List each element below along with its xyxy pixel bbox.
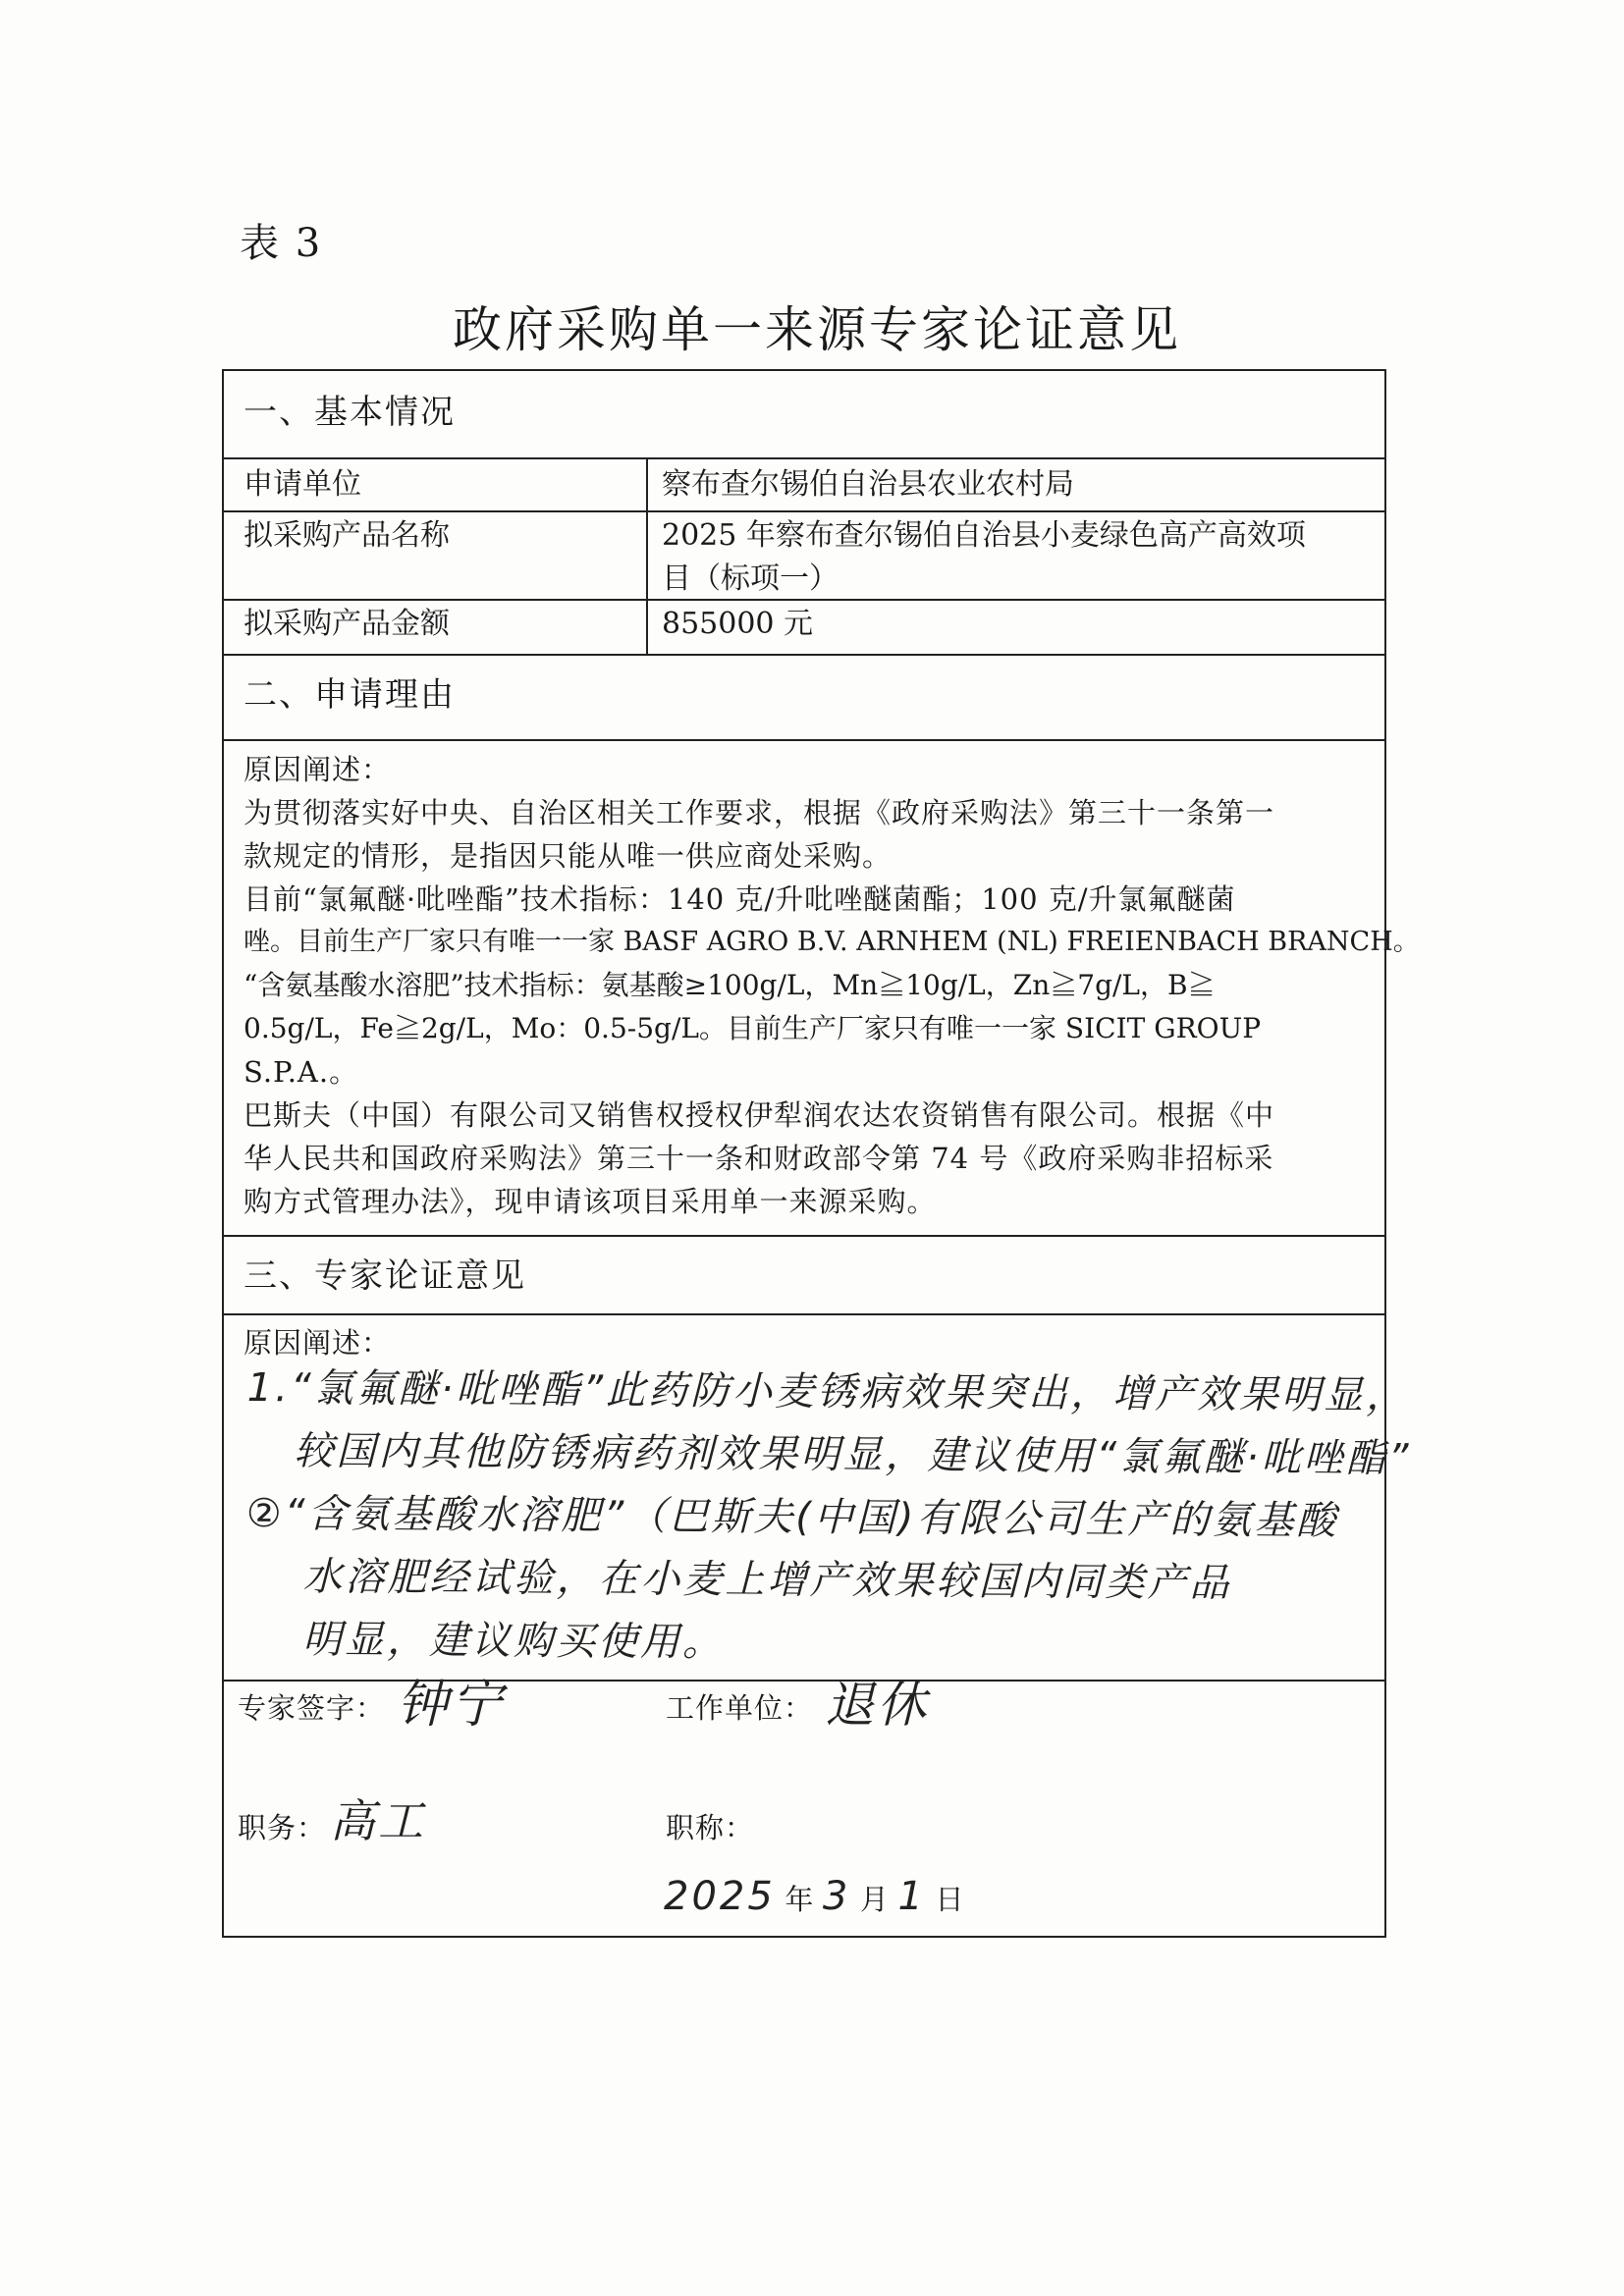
column-divider <box>646 457 648 654</box>
date-month: 3 <box>822 1874 851 1919</box>
signing-date <box>664 1875 963 1922</box>
reason-body <box>244 791 1420 1223</box>
reason-line: 唑。目前生产厂家只有唯一一家 BASF AGRO B.V. ARNHEM (NL) FREIENBACH BRANCH。 <box>244 927 1420 957</box>
product-name-label: 拟采购产品名称 <box>244 518 450 553</box>
work-unit-value: 退休 <box>825 1677 929 1734</box>
reason-line: 为贯彻落实好中央、自治区相关工作要求，根据《政府采购法》第三十一条第一 <box>244 796 1275 829</box>
handwritten-line: 水溶肥经试验，在小麦上增产效果较国内同类产品 <box>302 1554 1232 1607</box>
handwritten-line: 较国内其他防锈病药剂效果明显，建议使用“氯氟醚·吡唑酯” <box>294 1428 1412 1482</box>
position-value: 高工 <box>330 1794 426 1847</box>
reason-line: “含氨基酸水溶肥”技术指标：氨基酸≥100g/L，Mn≧10g/L，Zn≧7g/L，B≧ <box>244 969 1216 1001</box>
reason-line: 购方式管理办法》，现申请该项目采用单一来源采购。 <box>244 1185 937 1218</box>
product-amount-value: 855000 元 <box>662 607 814 641</box>
date-day-suffix: 日 <box>935 1883 964 1916</box>
reason-line: 目前“氯氟醚·吡唑酯”技术指标：140 克/升吡唑醚菌酯；100 克/升氯氟醚菌 <box>244 882 1236 916</box>
date-month-suffix: 月 <box>859 1883 889 1916</box>
section-basic-info-heading: 一、基本情况 <box>244 393 456 432</box>
date-year: 2025 <box>664 1874 776 1919</box>
handwritten-opinion <box>245 1357 1412 1679</box>
handwritten-line: ②“含氨基酸水溶肥”（巴斯夫(中国)有限公司生产的氨基酸 <box>245 1490 1339 1544</box>
expert-signature-label: 专家签字： <box>238 1691 386 1725</box>
row-divider <box>224 1235 1384 1237</box>
product-name-line: 目（标项一） <box>662 561 839 596</box>
reason-line: 款规定的情形，是指因只能从唯一供应商处采购。 <box>244 839 893 873</box>
product-name-value <box>662 514 1379 601</box>
work-unit-label: 工作单位： <box>666 1691 814 1725</box>
applicant-value: 察布查尔锡伯自治县农业农村局 <box>662 467 1074 502</box>
section-reason-heading: 二、申请理由 <box>244 675 456 715</box>
reason-line: 0.5g/L，Fe≧2g/L，Mo：0.5-5g/L。目前生产厂家只有唯一一家 SICIT GROUP <box>244 1012 1262 1044</box>
table-number-label: 表 3 <box>240 221 323 266</box>
reason-prefix: 原因阐述： <box>244 753 392 786</box>
row-divider <box>224 510 1384 512</box>
document-title: 政府采购单一来源专家论证意见 <box>453 301 1181 358</box>
row-divider <box>224 739 1384 741</box>
reason-line: 巴斯夫（中国）有限公司又销售权授权伊犁润农达农资销售有限公司。根据《中 <box>244 1098 1275 1132</box>
reason-line: 华人民共和国政府采购法》第三十一条和财政部令第 74 号《政府采购非招标采 <box>244 1142 1274 1175</box>
expert-prefix: 原因阐述： <box>244 1326 392 1360</box>
applicant-label: 申请单位 <box>244 467 361 502</box>
section-expert-heading: 三、专家论证意见 <box>244 1256 526 1296</box>
reason-line: S.P.A.。 <box>244 1055 359 1089</box>
row-divider <box>224 1313 1384 1315</box>
date-day: 1 <box>897 1874 926 1919</box>
product-amount-label: 拟采购产品金额 <box>244 607 450 641</box>
position-label: 职务： <box>238 1811 327 1844</box>
expert-signature: 钟宁 <box>397 1676 506 1735</box>
professional-title-label: 职称： <box>666 1811 755 1844</box>
row-divider <box>224 457 1384 459</box>
date-year-suffix: 年 <box>785 1883 814 1916</box>
handwritten-line: 明显，建议购买使用。 <box>301 1617 726 1666</box>
row-divider <box>224 654 1384 656</box>
handwritten-line: 1.“氯氟醚·吡唑酯”此药防小麦锈病效果突出，增产效果明显， <box>246 1364 1409 1419</box>
opinion-form <box>222 369 1420 1938</box>
product-name-line: 2025 年察布查尔锡伯自治县小麦绿色高产高效项 <box>662 518 1306 553</box>
